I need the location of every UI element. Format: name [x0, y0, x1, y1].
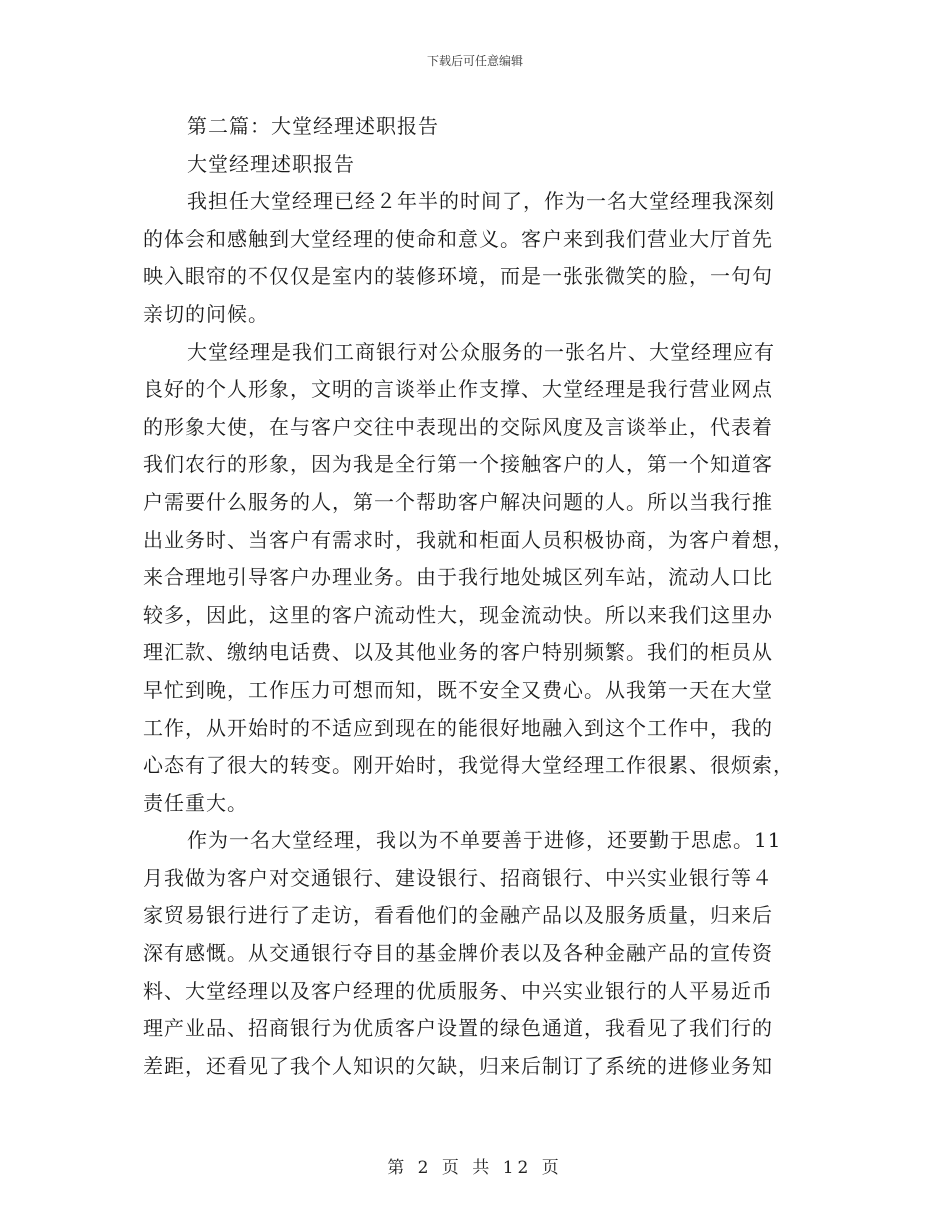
- text-line: 家贸易银行进行了走访，看看他们的金融产品以及服务质量，归来后: [143, 903, 773, 928]
- text-line: 出业务时、当客户有需求时，我就和柜面人员积极协商，为客户着想，: [143, 527, 794, 552]
- text-line: 的形象大使，在与客户交往中表现出的交际风度及言谈举止，代表着: [143, 414, 773, 439]
- text-line: 心态有了很大的转变。刚开始时，我觉得大堂经理工作很累、很烦索，: [143, 753, 794, 778]
- text-line: 映入眼帘的不仅仅是室内的装修环境，而是一张张微笑的脸，一句句: [143, 264, 773, 289]
- text-line: 良好的个人形象，文明的言谈举止作支撑、大堂经理是我行营业网点: [143, 377, 773, 402]
- text-line: 深有感慨。从交通银行夺目的基金牌价表以及各种金融产品的宣传资: [143, 941, 773, 966]
- text-line: 大堂经理述职报告: [187, 151, 355, 176]
- text-line: 大堂经理是我们工商银行对公众服务的一张名片、大堂经理应有: [187, 339, 775, 364]
- page-number: 第 2 页 共 12 页: [387, 1158, 563, 1178]
- text-line: 料、大堂经理以及客户经理的优质服务、中兴实业银行的人平易近币: [143, 978, 773, 1003]
- text-line: 亲切的问候。: [143, 301, 269, 326]
- text-line: 我们农行的形象，因为我是全行第一个接触客户的人，第一个知道客: [143, 452, 773, 477]
- text-line: 第二篇：大堂经理述职报告: [187, 114, 439, 138]
- text-line: 理产业品、招商银行为优质客户设置的绿色通道，我看见了我们行的: [143, 1016, 773, 1041]
- text-line: 的体会和感触到大堂经理的使命和意义。客户来到我们营业大厅首先: [143, 226, 773, 251]
- text-line: 户需要什么服务的人，第一个帮助客户解决问题的人。所以当我行推: [143, 489, 773, 514]
- text-line: 工作，从开始时的不适应到现在的能很好地融入到这个工作中，我的: [143, 715, 773, 740]
- text-line: 理汇款、缴纳电话费、以及其他业务的客户特别频繁。我们的柜员从: [143, 640, 773, 665]
- text-line: 来合理地引导客户办理业务。由于我行地处城区列车站，流动人口比: [143, 565, 773, 590]
- document-body: [143, 108, 805, 1085]
- text-line: 我担任大堂经理已经２年半的时间了，作为一名大堂经理我深刻: [187, 189, 775, 214]
- text-line: 月我做为客户对交通银行、建设银行、招商银行、中兴实业银行等４: [143, 865, 773, 890]
- text-line: 较多，因此，这里的客户流动性大，现金流动快。所以来我们这里办: [143, 602, 773, 627]
- header-note: 下载后可任意编辑: [426, 54, 523, 68]
- text-line: 作为一名大堂经理，我以为不单要善于进修，还要勤于思虑。11: [187, 828, 782, 853]
- text-line: 早忙到晚，工作压力可想而知，既不安全又费心。从我第一天在大堂: [143, 677, 773, 702]
- text-line: 差距，还看见了我个人知识的欠缺，归来后制订了系统的进修业务知: [143, 1053, 773, 1078]
- text-line: 责任重大。: [143, 790, 248, 815]
